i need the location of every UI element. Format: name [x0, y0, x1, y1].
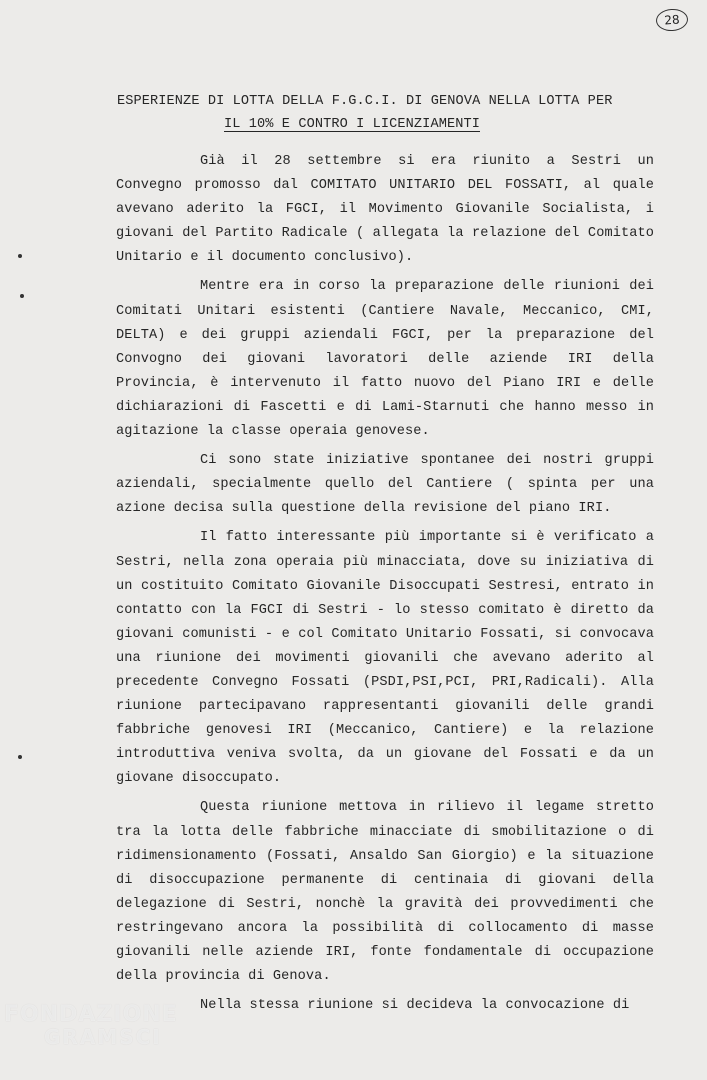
- paragraph: Già il 28 settembre si era riunito a Sestri un Convegno promosso dal COMITATO UNITARIO DEL FOSSATI, al quale avevano aderito la FGCI, il Movimento Giovanile Socialista, i giovani del Partito Radicale ( allegata la relazione del Comitato Unitario e il documento conclusivo).: [116, 154, 654, 266]
- watermark-line-2: GRAMSCI: [44, 1025, 162, 1049]
- watermark-line-1: FONDAZIONE: [4, 1002, 178, 1027]
- paragraph: Il fatto interessante più importante si è verificato a Sestri, nella zona operaia più minacciata, dove su iniziativa di un costituito Comitato Giovanile Disoccupati Sestresi, entrato in contatto con la FGCI di Sestri - lo stesso comitato è diretto da giovani comunisti - e col Comitato Unitario Fossati, si convocava una riunione dei movimenti giovanili che avevano aderito al precedente Convegno Fossati (PSDI,PSI,PCI, PRI,Radicali). Alla riunione partecipavano rappresentanti giovanili delle grandi fabbriche genovesi IRI (Meccanico, Cantiere) e la relazione introduttiva veniva svolta, da un giovane del Fossati e da un giovane disoccupato.: [116, 530, 654, 787]
- document-body: [116, 150, 654, 1023]
- page-number: 28: [655, 8, 688, 32]
- paragraph: Ci sono state iniziative spontanee dei nostri gruppi aziendali, specialmente quello del Cantiere ( spinta per una azione decisa sulla questione della revisione del piano IRI.: [116, 453, 654, 517]
- margin-mark: [20, 294, 24, 298]
- paragraph: Nella stessa riunione si decideva la convocazione di: [200, 998, 630, 1014]
- margin-mark: [18, 755, 22, 759]
- foundation-watermark: [4, 1004, 178, 1048]
- margin-mark: [18, 254, 22, 258]
- paragraph: Mentre era in corso la preparazione delle riunioni dei Comitati Unitari esistenti (Cantiere Navale, Meccanico, CMI, DELTA) e dei gruppi aziendali FGCI, per la preparazione del Convogno dei giovani lavoratori delle aziende IRI della Provincia, è intervenuto il fatto nuovo del Piano IRI e delle dichiarazioni di Fascetti e di Lami-Starnuti che hanno messo in agitazione la classe operaia genovese.: [116, 279, 654, 440]
- paragraph: Questa riunione mettova in rilievo il legame stretto tra la lotta delle fabbriche minacciate di smobilitazione o di ridimensionamento (Fossati, Ansaldo San Giorgio) e la situazione di disoccupazione permanente di centinaia di giovani della delegazione di Sestri, nonchè la gravità dei provvedimenti che restringevano ancora la possibilità di collocamento di masse giovanili nelle aziende IRI, fonte fondamentale di occupazione della provincia di Genova.: [116, 800, 654, 985]
- title-line-2: IL 10% E CONTRO I LICENZIAMENTI: [224, 117, 480, 132]
- title-line-1: ESPERIENZE DI LOTTA DELLA F.G.C.I. DI GENOVA NELLA LOTTA PER: [117, 94, 613, 109]
- document-title: [117, 90, 637, 136]
